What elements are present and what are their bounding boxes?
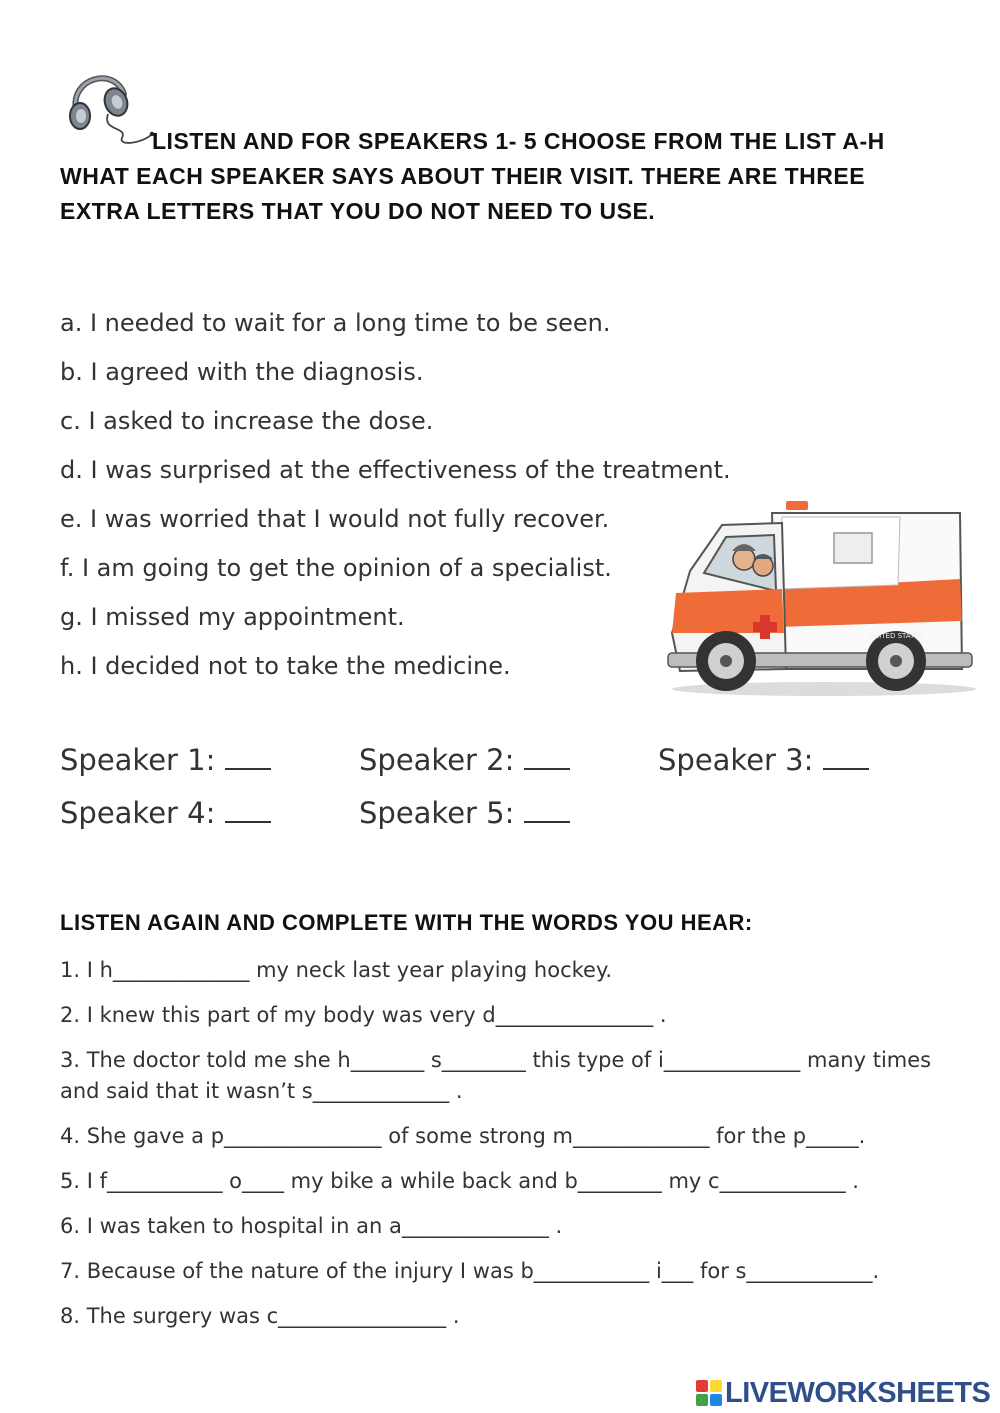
gap-sentence-8[interactable]: 8. The surgery was c________________ .: [60, 1304, 460, 1328]
liveworksheets-logo[interactable]: [696, 1377, 990, 1409]
speaker-2-answer: [359, 743, 570, 777]
option-e: e. I was worried that I would not fully recover.: [60, 505, 610, 533]
speaker-5-label: Speaker 5:: [359, 796, 515, 830]
brand-name: LIVEWORKSHEETS: [725, 1376, 991, 1409]
speaker-2-label: Speaker 2:: [359, 743, 515, 777]
speaker-5-answer: [359, 796, 570, 830]
gap-sentence-3[interactable]: 3. The doctor told me she h_______ s________ this type of i_____________ many times and said that it wasn’t s_____________ .: [60, 1048, 932, 1103]
instruction-text: LISTEN AND FOR SPEAKERS 1- 5 CHOOSE FROM THE LIST A-H WHAT EACH SPEAKER SAYS ABOUT THEIR VISIT. THERE ARE THREE EXTRA LETTERS THAT YOU DO NOT NEED TO USE.: [60, 128, 885, 224]
ambulance-illustration: [664, 493, 982, 698]
speaker-3-label: Speaker 3:: [658, 743, 814, 777]
speaker-3-blank[interactable]: [823, 744, 869, 770]
logo-tile-l: [696, 1380, 708, 1392]
speaker-3-answer: [658, 743, 869, 777]
gap-sentence-4[interactable]: 4. She gave a p_______________ of some strong m_____________ for the p_____.: [60, 1124, 866, 1148]
gap-fill-list: [60, 955, 940, 1346]
speaker-1-label: Speaker 1:: [60, 743, 216, 777]
logo-tile-i: [710, 1380, 722, 1392]
gap-sentence-6[interactable]: 6. I was taken to hospital in an a______________ .: [60, 1214, 563, 1238]
option-list: [60, 299, 731, 691]
speaker-1-blank[interactable]: [225, 744, 271, 770]
option-f: f. I am going to get the opinion of a specialist.: [60, 554, 612, 582]
option-d: d. I was surprised at the effectiveness of the treatment.: [60, 456, 731, 484]
option-h: h. I decided not to take the medicine.: [60, 652, 511, 680]
option-g: g. I missed my appointment.: [60, 603, 405, 631]
logo-tile-e: [710, 1394, 722, 1406]
speaker-1-answer: [60, 743, 271, 777]
logo-tile-v: [696, 1394, 708, 1406]
logo-grid-icon: [696, 1380, 722, 1406]
option-b: b. I agreed with the diagnosis.: [60, 358, 424, 386]
speaker-4-blank[interactable]: [225, 797, 271, 823]
instruction-heading: [60, 124, 950, 229]
option-a: a. I needed to wait for a long time to be seen.: [60, 309, 611, 337]
instruction-heading-2: LISTEN AGAIN AND COMPLETE WITH THE WORDS YOU HEAR:: [60, 910, 753, 935]
gap-sentence-1[interactable]: 1. I h_____________ my neck last year playing hockey.: [60, 958, 613, 982]
speaker-5-blank[interactable]: [524, 797, 570, 823]
speaker-2-blank[interactable]: [524, 744, 570, 770]
gap-sentence-7[interactable]: 7. Because of the nature of the injury I was b___________ i___ for s____________.: [60, 1259, 880, 1283]
ambulance-tire-label: UNITED STATES: [868, 632, 924, 640]
gap-sentence-2[interactable]: 2. I knew this part of my body was very d_______________ .: [60, 1003, 667, 1027]
option-c: c. I asked to increase the dose.: [60, 407, 434, 435]
gap-sentence-5[interactable]: 5. I f___________ o____ my bike a while back and b________ my c____________ .: [60, 1169, 859, 1193]
speaker-4-answer: [60, 796, 271, 830]
speaker-4-label: Speaker 4:: [60, 796, 216, 830]
